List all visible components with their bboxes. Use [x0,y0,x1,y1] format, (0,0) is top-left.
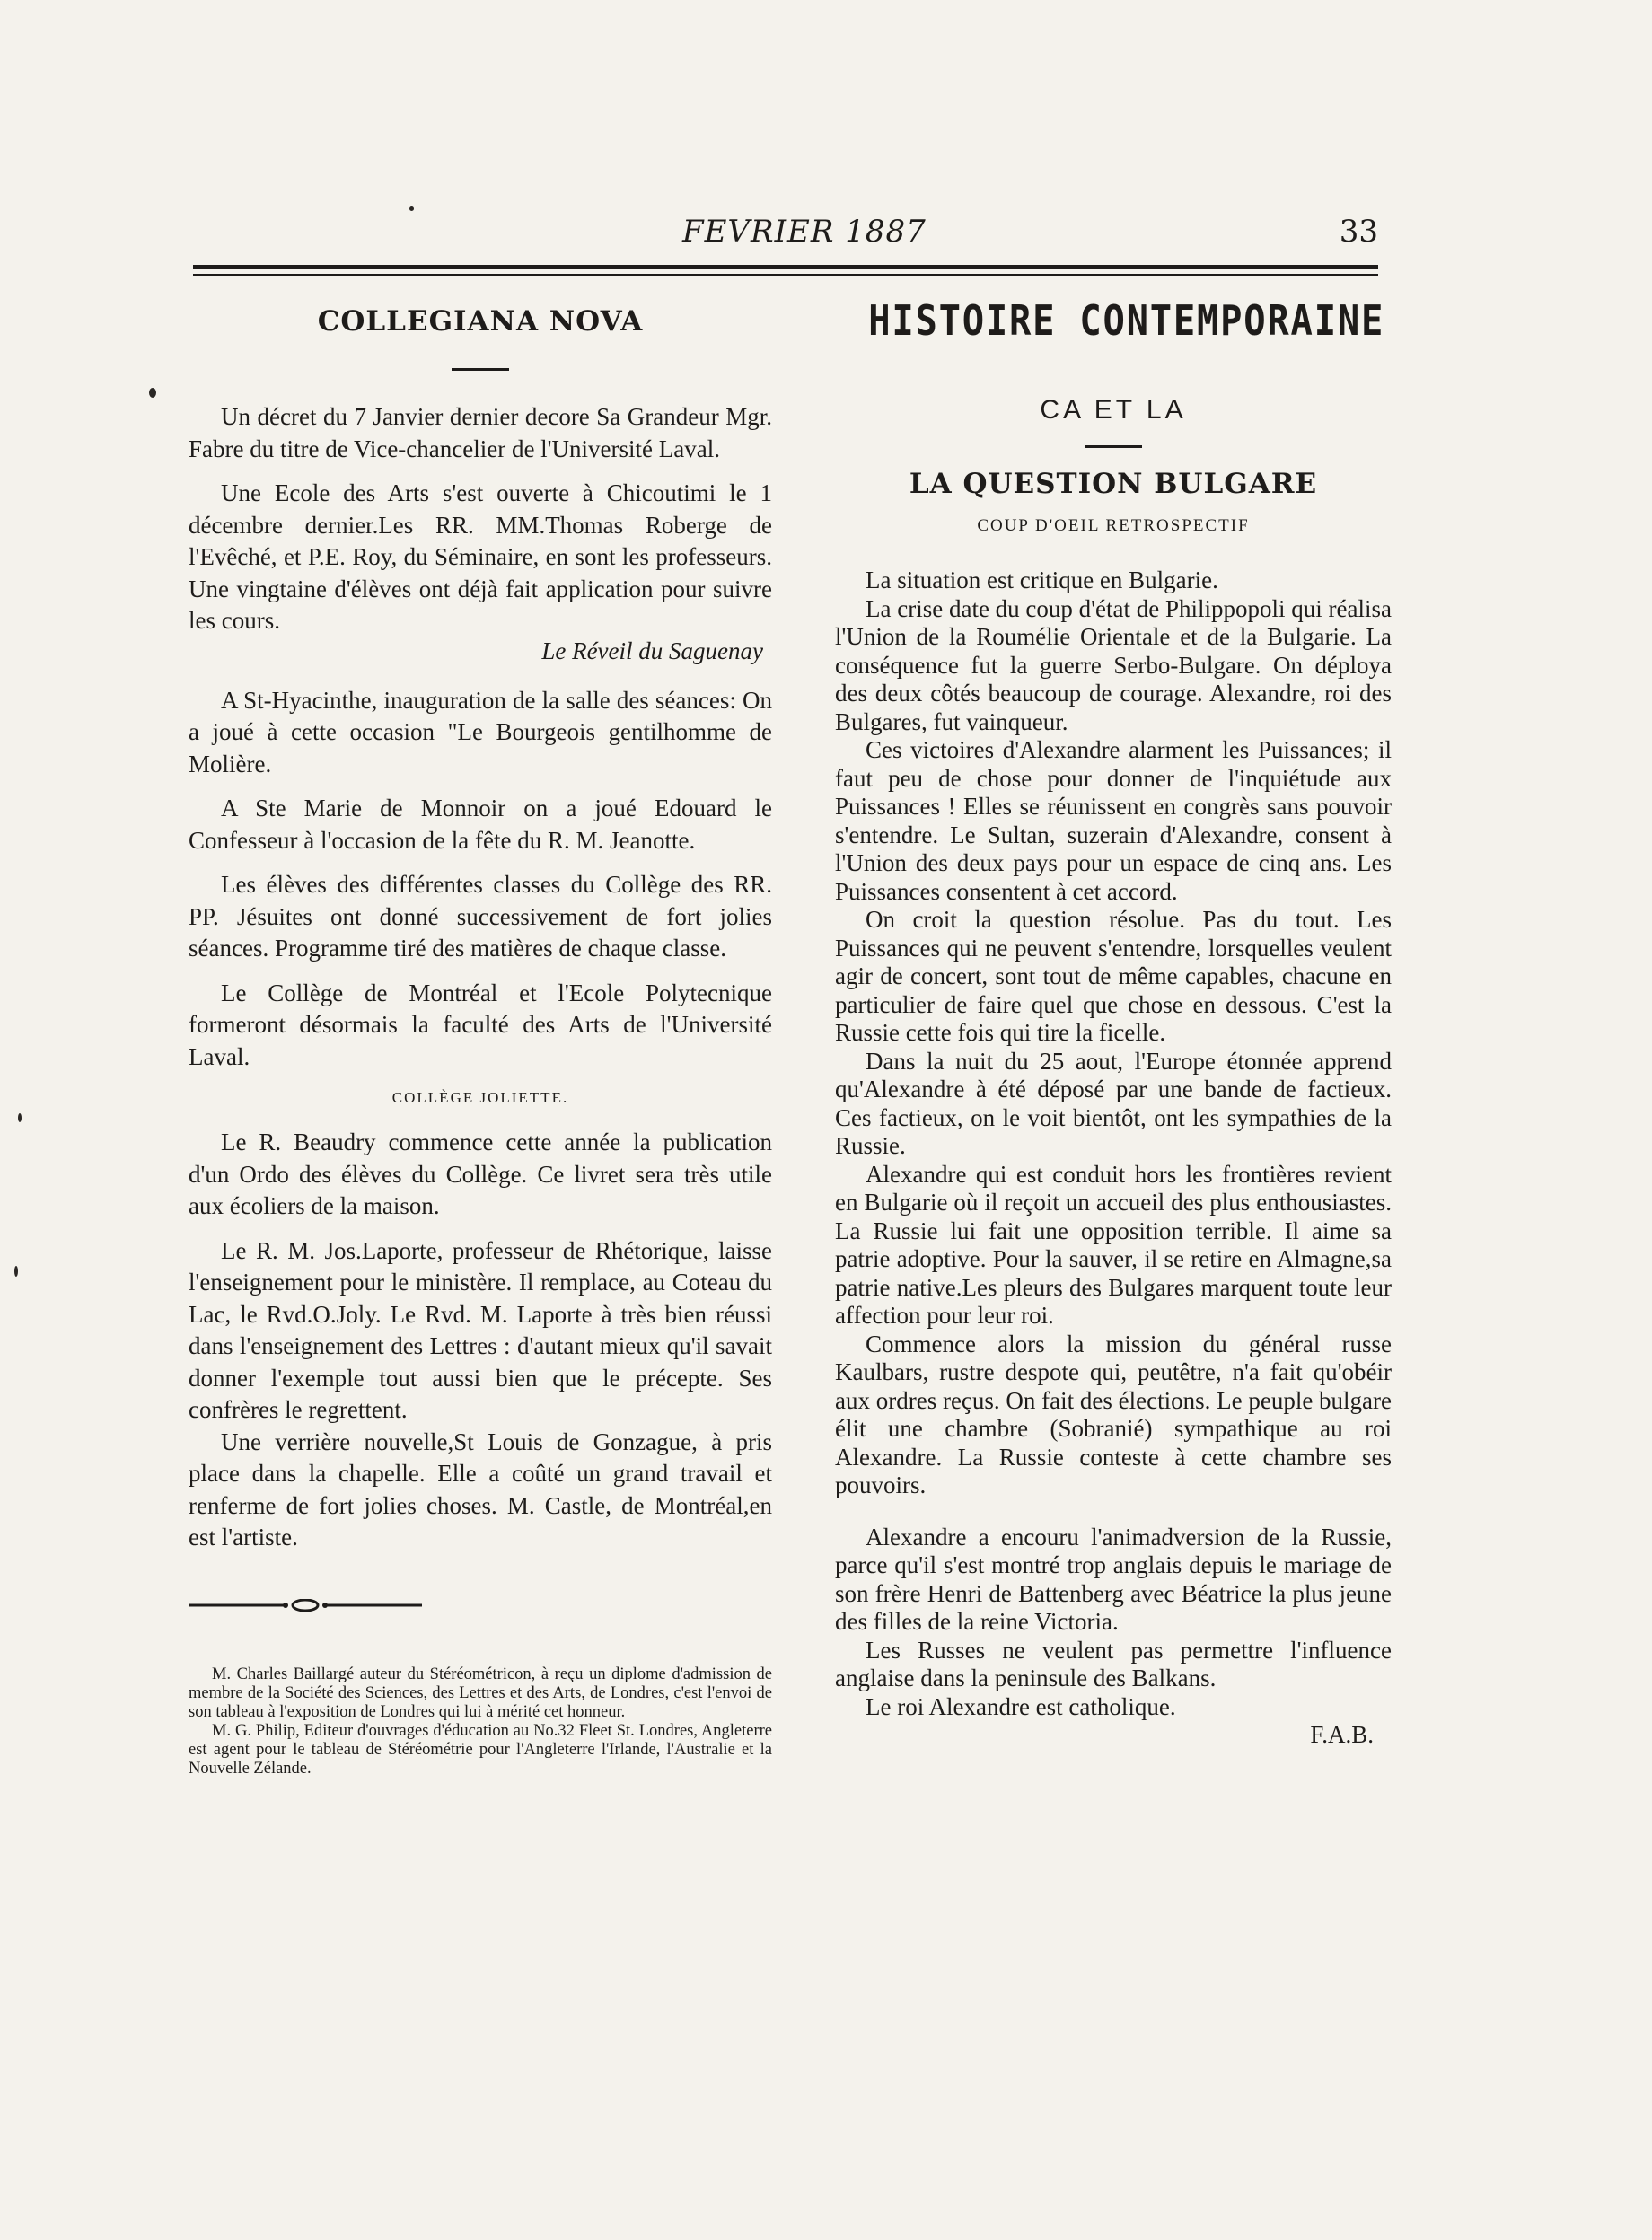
right-paragraph: Les Russes ne veulent pas permettre l'influence anglaise dans la peninsule des Balkans. [835,1636,1392,1691]
right-paragraph: Alexandre a encouru l'animadversion de la Russie, parce qu'il s'est montré trop anglais depuis le mariage de son frère Henri de Battenberg avec Béatrice la plus jeune des filles de la reine Victoria. [835,1523,1392,1635]
title-divider [452,368,509,371]
left-paragraph: Le R. M. Jos.Laporte, professeur de Rhétorique, laisse l'enseignement pour le ministère. Il remplace, au Coteau du Lac, le Rvd.O.Joly. Le Rvd. M. Laporte à très bien réussi dans l'enseignement des Lettres : d'autant mieux qu'il savait donner l'exemple tout aussi bien que le précepte. Ses confrères le regrettent. [189,1236,772,1423]
right-paragraph: Dans la nuit du 25 aout, l'Europe étonnée apprend qu'Alexandre à été déposé par une bande de factieux. Ces factieux, on le voit bientôt, ont les sympathies de la Russie. [835,1047,1392,1159]
left-paragraph: Une Ecole des Arts s'est ouverte à Chicoutimi le 1 décembre dernier.Les RR. MM.Thomas Roberge de l'Evêché, et P.E. Roy, du Séminaire, en sont les professeurs. Une vingtaine d'élèves ont déjà fait application pour suivre les cours. [189,479,772,634]
left-paragraph: A St-Hyacinthe, inauguration de la salle des séances: On a joué à cette occasion "Le Bourgeois gentilhomme de Molière. [189,686,772,777]
left-source-signature: Le Réveil du Saguenay [541,637,763,664]
left-subheading: COLLÈGE JOLIETTE. [391,1089,569,1106]
footnote: M. G. Philip, Editeur d'ouvrages d'éducation au No.32 Fleet St. Londres, Angleterre est agent pour le tableau de Stéréométrie pour l'Angleterre l'Irlande, l'Australie et la Nouvelle Zélande. [189,1721,772,1778]
left-paragraph: Les élèves des différentes classes du Collège des RR. PP. Jésuites ont donné successivement de fort jolies séances. Programme tiré des matières de chaque classe. [189,871,772,962]
left-paragraph: Le Collège de Montréal et l'Ecole Polytecnique formeront désormais la faculté des Arts de l'Université Laval. [189,979,772,1070]
left-paragraph: Une verrière nouvelle,St Louis de Gonzague, à pris place dans la chapelle. Elle a coûté un grand travail et renferme de fort jolies choses. M. Castle, de Montréal,en est l'artiste. [189,1427,772,1550]
page-header [193,214,1378,259]
page-number: 33 [1339,214,1378,250]
right-paragraph: Ces victoires d'Alexandre alarment les Puissances; il faut peu de chose pour donner de l'inquiétude aux Puissances ! Elles se réunissent en congrès sans pouvoir s'entendre. Le Sultan, suzerain d'Alexandre, consent à l'Union des deux pays pour un espace de cinq ans. Les Puissances consentent à cet accord. [835,736,1392,905]
footnote: M. Charles Baillargé auteur du Stéréométricon, à reçu un diplome d'admission de membre de la Société des Sciences, des Lettres et des Arts, de Londres, c'est l'envoi de son tableau à l'exposition de Londres qui lui à mérité cet honneur. [189,1665,772,1721]
right-paragraph: On croit la question résolue. Pas du tout. Les Puissances qui ne peuvent s'entendre, lorsquelles veulent agir de concert, sont tout de même capables, chacune en particulier de faire quel que chose en dessous. C'est la Russie cette fois qui tire la ficelle. [835,906,1392,1046]
scan-speck [14,1266,18,1277]
section-divider [1085,445,1142,448]
ornament-divider [189,1599,422,1612]
scan-speck [149,388,156,398]
right-paragraph: Commence alors la mission du général russe Kaulbars, rustre despote qui, peutêtre, n'a fait qu'obéir aux ordres reçus. On fait des élections. Le peuple bulgare élit une chambre (Sobranié) sympathique au roi Alexandre. La Russie conteste à cette chambre ses pouvoirs. [835,1330,1393,1498]
left-column-title: COLLEGIANA NOVA [317,305,644,338]
section-title: CA ET LA [1040,395,1187,425]
right-paragraph: La situation est critique en Bulgarie. [866,567,1218,593]
article-heading: LA QUESTION BULGARE [909,468,1318,500]
left-column [189,296,772,1779]
right-column-title: HISTOIRE CONTEMPORAINE [868,296,1385,345]
header-rule-thin [193,274,1378,276]
article-signature: F.A.B. [1310,1721,1374,1748]
left-paragraph: Le R. Beaudry commence cette année la publication d'un Ordo des élèves du Collège. Ce livret sera très utile aux écoliers de la maison. [189,1129,772,1219]
right-paragraph: La crise date du coup d'état de Philippopoli qui réalisa l'Union de la Roumélie Orientale et de la Bulgarie. La conséquence fut la guerre Serbo-Bulgare. On déploya des deux côtés beaucoup de courage. Alexandre, roi des Bulgares, fut vainqueur. [835,594,1392,735]
right-paragraph: Le roi Alexandre est catholique. [866,1692,1176,1720]
article-subheading: COUP D'OEIL RETROSPECTIF [977,516,1250,535]
right-column [835,296,1392,1749]
left-paragraph: Un décret du 7 Janvier dernier decore Sa Grandeur Mgr. Fabre du titre de Vice-chancelier de l'Université Laval. [189,403,772,462]
right-paragraph: Alexandre qui est conduit hors les frontières revient en Bulgarie où il reçoit un accueil des plus enthousiastes. La Russie lui fait une opposition terrible. Il aime sa patrie adoptive. Pour la sauver, il se retire en Almagne,sa patrie native.Les pleurs des Bulgares marquent toute leur affection pour leur roi. [835,1160,1392,1329]
scan-speck [18,1113,22,1122]
left-paragraph: A Ste Marie de Monnoir on a joué Edouard le Confesseur à l'occasion de la fête du R. M. Jeanotte. [189,795,772,854]
header-date: FEVRIER 1887 [682,214,927,250]
scan-speck [409,206,414,211]
header-rule-thick [193,265,1378,269]
